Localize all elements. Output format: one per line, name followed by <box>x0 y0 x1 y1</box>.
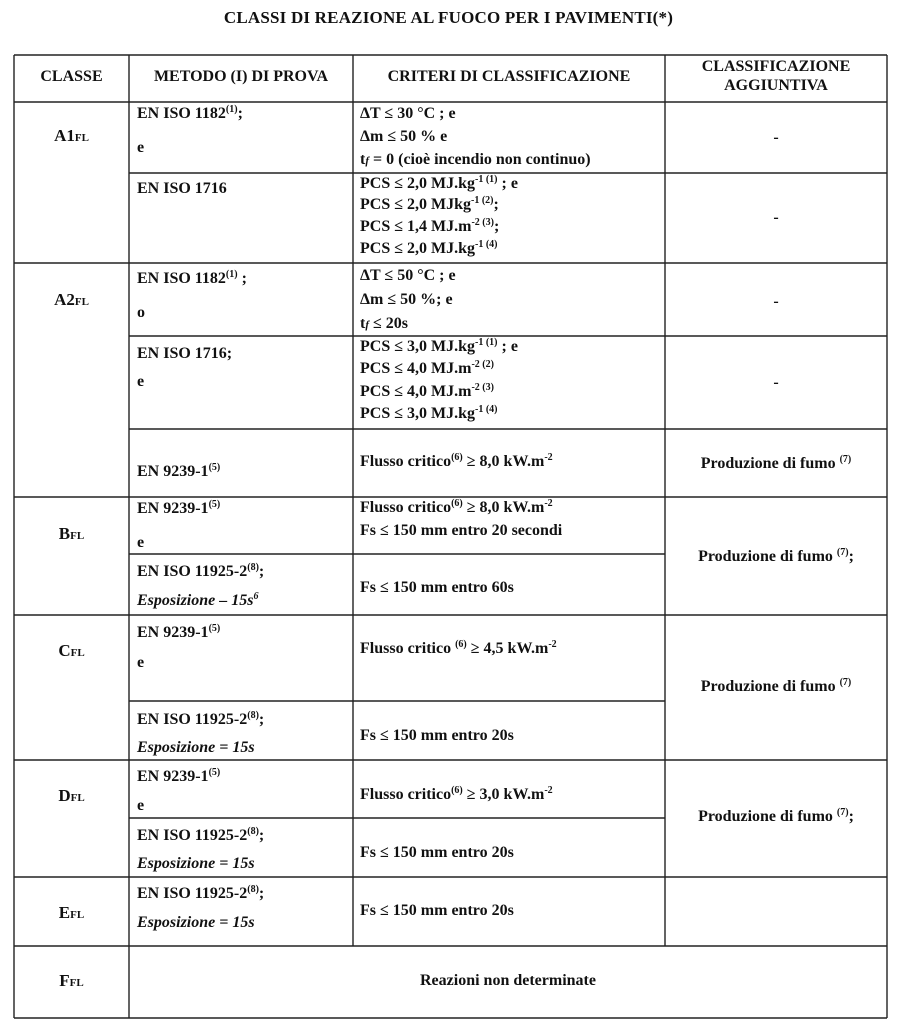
criteria-a2-1-line2: Δm ≤ 50 %; e <box>360 291 453 308</box>
method-d-2: EN ISO 11925-2$^{(8)}$; <box>137 826 265 844</box>
criteria-a2-1-line1: ΔT ≤ 50 °C ; e <box>360 267 456 284</box>
exposure-c-2: Esposizione = 15s <box>137 739 255 756</box>
method-a1-2: EN ISO 1716 <box>137 180 227 197</box>
criteria-a1-1-line1: ΔT ≤ 30 °C ; e <box>360 105 456 122</box>
extra-c: Produzione di fumo $^{(7)}$ <box>700 677 852 695</box>
method-conj-c-1: e <box>137 654 145 671</box>
class-label-c: CFL <box>58 641 85 660</box>
criteria-a1-2-line2: PCS ≤ 2,0 MJkg$^{-1 (2)}$; <box>360 195 499 213</box>
extra-a2-3: Produzione di fumo $^{(7)}$ <box>700 454 852 472</box>
reactions-undetermined: Reazioni non determinate <box>420 972 596 989</box>
method-c-2: EN ISO 11925-2$^{(8)}$; <box>137 710 265 728</box>
header-metodo: METODO (I) DI PROVA <box>153 68 329 85</box>
extra-b: Produzione di fumo $^{(7)}$; <box>698 547 854 565</box>
method-c-1: EN 9239-1$^{(5)}$ <box>137 623 221 641</box>
criteria-a2-2-line4: PCS ≤ 3,0 $MJ.kg^{-1 (4)}$ <box>360 404 498 422</box>
method-conj-a2-1: o <box>137 304 145 321</box>
class-label-d: DFL <box>58 786 85 805</box>
criteria-e-1: Fs ≤ 150 mm entro 20s <box>360 902 514 919</box>
class-label-f: FFL <box>59 971 84 990</box>
header-class-agg-2: AGGIUNTIVA <box>724 77 828 94</box>
header-class-agg-1: CLASSIFICAZIONE <box>701 58 851 75</box>
criteria-a2-2-line1: PCS ≤ 3,0 $MJ.kg^{-1 (1)}$ ; e <box>360 337 518 355</box>
method-a2-2: EN ISO 1716; <box>137 345 233 362</box>
extra-a1-2: - <box>773 209 779 226</box>
criteria-b-1-line2: Fs ≤ 150 mm entro 20 secondi <box>360 522 563 539</box>
exposure-e-1: Esposizione = 15s <box>137 914 255 931</box>
class-label-e: EFL <box>58 903 85 922</box>
page-title: CLASSI DI REAZIONE AL FUOCO PER I PAVIMENTI(*) <box>223 8 674 27</box>
method-b-1: EN 9239-1$^{(5)}$ <box>137 499 221 517</box>
criteria-a1-2-line4: PCS ≤ 2,0 $MJ.kg^{-1 (4)}$ <box>360 239 498 257</box>
criteria-a2-3: Flusso critico$^{(6)}$ ≥ 8,0 $kW.m^{-2}$ <box>360 452 553 470</box>
extra-a1-1: - <box>773 129 779 146</box>
criteria-a2-1-line3: tf ≤ 20s <box>360 315 409 332</box>
method-a2-1: EN ISO 1182$^{(1)}$ ; <box>137 269 247 287</box>
method-conj-a2-2: e <box>137 373 145 390</box>
header-classe: CLASSE <box>40 68 103 85</box>
criteria-d-2: Fs ≤ 150 mm entro 20s <box>360 844 514 861</box>
criteria-a1-1-line3: tf = 0 (cioè incendio non continuo) <box>360 151 591 168</box>
criteria-a1-1-line2: Δm ≤ 50 % e <box>360 128 448 145</box>
exposure-b-2: Esposizione – $15s^6$ <box>137 591 259 609</box>
criteria-c-1: Flusso critico $^{(6)}$ ≥ 4,5 $kW.m^{-2}$ <box>360 639 557 657</box>
exposure-d-2: Esposizione = 15s <box>137 855 255 872</box>
method-conj-a1-1: e <box>137 139 145 156</box>
criteria-d-1: Flusso critico$^{(6)}$ ≥ 3,0 $kW.m^{-2}$ <box>360 785 553 803</box>
criteria-b-2: Fs ≤ 150 mm entro 60s <box>360 579 514 596</box>
method-conj-b-1: e <box>137 534 145 551</box>
criteria-a2-2-line2: PCS ≤ 4,0 $MJ.m^{-2 (2)}$ <box>360 359 494 377</box>
class-label-a2: A2FL <box>54 290 89 309</box>
criteria-a2-2-line3: PCS ≤ 4,0 $MJ.m^{-2 (3)}$ <box>360 382 494 400</box>
header-criteri: CRITERI DI CLASSIFICAZIONE <box>387 68 631 85</box>
criteria-a1-2-line3: PCS ≤ 1,4 $MJ.m^{-2 (3)}$; <box>360 217 500 235</box>
extra-a2-1: - <box>773 293 779 310</box>
class-label-b: BFL <box>58 524 85 543</box>
method-a2-3: EN 9239-1$^{(5)}$ <box>137 462 221 480</box>
method-d-1: EN 9239-1$^{(5)}$ <box>137 767 221 785</box>
method-a1-1: EN ISO 1182$^{(1)}$; <box>137 104 243 122</box>
criteria-a1-2-line1: PCS ≤ 2,0 $MJ.kg^{-1 (1)}$ ; e <box>360 174 518 192</box>
extra-a2-2: - <box>773 374 779 391</box>
method-e-1: EN ISO 11925-2$^{(8)}$; <box>137 884 265 902</box>
method-conj-d-1: e <box>137 797 145 814</box>
class-label-a1: A1FL <box>54 126 89 145</box>
extra-d: Produzione di fumo $^{(7)}$; <box>698 807 854 825</box>
criteria-b-1-line1: Flusso critico$^{(6)}$ ≥ 8,0 $kW.m^{-2}$ <box>360 498 553 516</box>
criteria-c-2: Fs ≤ 150 mm entro 20s <box>360 727 514 744</box>
method-b-2: EN ISO 11925-2$^{(8)}$; <box>137 562 265 580</box>
